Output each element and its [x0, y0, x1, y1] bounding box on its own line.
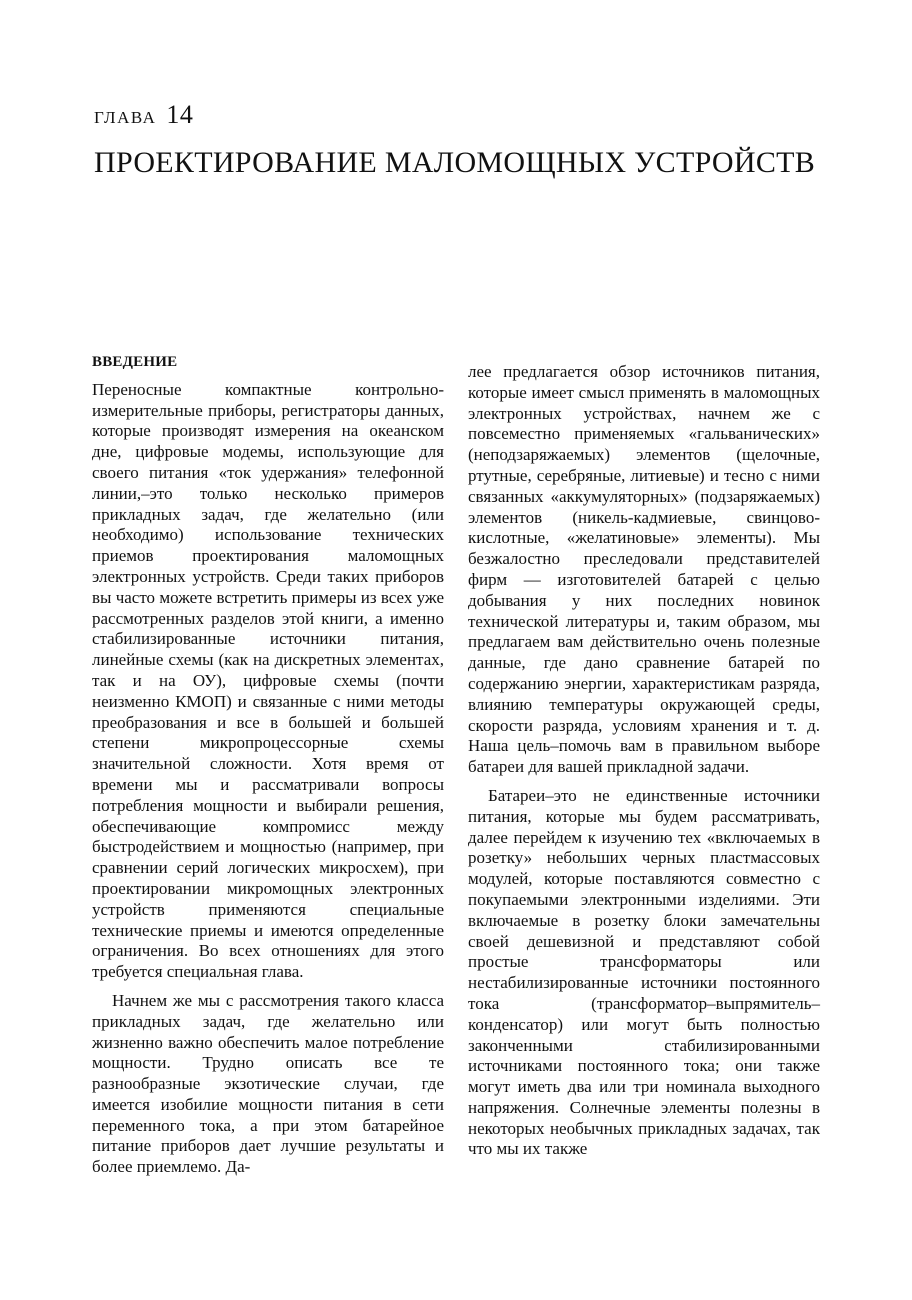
intro-paragraph-1: Переносные компактные контрольно-измерительные приборы, регистраторы данных, которые производят измерения на океанском дне, цифровые модемы, использующие для своего питания «ток удержания» телефонной линии,–это только несколько примеров прикладных задач, где желательно (или необходимо) использование технических приемов проектирования маломощных электронных устройств. Среди таких приборов вы часто можете встретить примеры из всех уже рассмотренных разделов этой книги, а именно стабилизированные источники питания, линейные схемы (как на дискретных элементах, так и на ОУ), цифровые схемы (почти неизменно КМОП) и связанные с ними методы преобразования и все в большей и большей степени микропроцессорные схемы значительной сложности. Хотя время от времени мы и рассматривали вопросы потребления мощности и выбирали решения, обеспечивающие компромисс между быстродействием и мощностью (например, при сравнении серий логических микросхем), при проектировании микромощных электронных устройств применяются специальные технические приемы и имеются определенные ограничения. Во всех отношениях для этого требуется специальная глава.	[92, 379, 444, 982]
chapter-title: ПРОЕКТИРОВАНИЕ МАЛОМОЩНЫХ УСТРОЙСТВ	[94, 146, 816, 179]
intro-paragraph-2: Начнем же мы с рассмотрения такого класса прикладных задач, где желательно или жизненно важно обеспечить малое потребление мощности. Трудно описать все те разнообразные экзотические случаи, где имеется изобилие мощности питания в сети переменного тока, а при этом батарейное питание приборов дает лучшие результаты и более приемлемо. Да-	[92, 990, 444, 1177]
continued-paragraph: лее предлагается обзор источников питания, которые имеет смысл применять в маломощных электронных устройствах, начнем же с повсеместно применяемых «гальванических» (неподзаряжаемых) элементов (щелочные, ртутные, серебряные, литиевые) и тесно с ними связанных «аккумуляторных» (подзаряжаемых) элементов (никель-кадмиевые, свинцово-кислотные, «желатиновые» элементы). Мы безжалостно преследовали представителей фирм — изготовителей батарей с целью добывания у них последних новинок технической литературы и, таким образом, мы предлагаем вам действительно очень полезные данные, где дано сравнение батарей по содержанию энергии, характеристикам разряда, влиянию температуры окружающей среды, скорости разряда, условиям хранения и т. д. Наша цель–помочь вам в правильном выборе батареи для вашей прикладной задачи.	[468, 362, 820, 777]
chapter-number: 14	[166, 100, 194, 129]
section-heading: ВВЕДЕНИЕ	[92, 354, 178, 370]
chapter-label	[94, 100, 193, 130]
left-column	[92, 352, 444, 1178]
chapter-word: ГЛАВА	[94, 108, 157, 127]
batteries-paragraph: Батареи–это не единственные источники питания, которые мы будем рассматривать, далее перейдем к изучению тех «включаемых в розетку» небольших черных пластмассовых модулей, которые поставляются совместно с покупаемыми электронными изделиями. Эти включаемые в розетку блоки замечательны своей дешевизной и представляют собой простые трансформаторы или нестабилизированные источники постоянного тока (трансформатор–выпрямитель–конденсатор) или могут быть полностью законченными стабилизированными источниками постоянного тока; они также могут иметь два или три номинала выходного напряжения. Солнечные элементы полезны в некоторых необычных прикладных задачах, так что мы их также	[468, 785, 820, 1159]
right-column	[468, 362, 820, 1160]
